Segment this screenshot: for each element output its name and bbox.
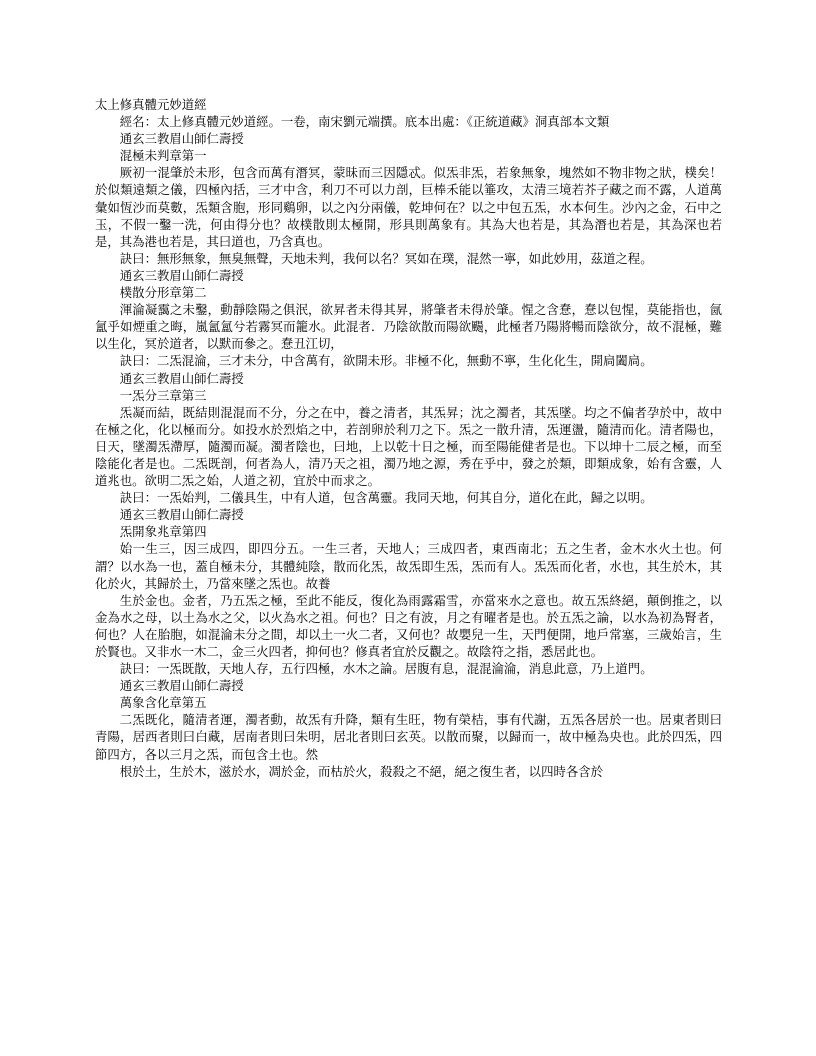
attribution-line-4: 通玄三教眉山師仁壽授 <box>119 507 244 523</box>
chapter-heading-5: 萬象含化章第五 <box>119 695 207 711</box>
attribution-line-2: 通玄三教眉山師仁壽授 <box>119 267 244 283</box>
chapter-verse-1: 訣曰：無形無象，無臭無聲，天地未判，我何以名？冥如在璞，混然一寧，如此妙用，茲道之程。 <box>119 250 653 266</box>
attribution-line-5: 通玄三教眉山師仁壽授 <box>119 678 244 694</box>
chapter-body-2: 渾淪凝靄之未鑿，動靜陰陽之俱泯，欲昇者未得其昇，將肇者未得於肇。惺之含惷，惷以包惺，莫能指也，氤氳乎如煙重之晦，嵐氳氳兮若霧冥而籠水。此混者．乃陰欲散而陽欲颺，此極者乃陽將暢而陰欲分，故不混極，難以生化，冥於道者，以默而參之。惷丑江切， <box>95 302 722 352</box>
document-title: 太上修真體元妙道經 <box>95 97 207 112</box>
chapter-verse-4: 訣曰：一炁既散，天地人存，五行四極，水木之論。居腹有息，混混淪淪，消息此意，乃上道門。 <box>119 661 653 677</box>
chapter-body-1: 厥初一混肇於未形，包含而萬有潛冥，蒙昧而三因隱忒。似炁非炁，若象無象，塊然如不物非物之狀，樸矣！於似類遠類之儀，四極內括，三才中含，利刀不可以力剖，巨棒禾能以箠攻，太清三境若芥子藏之而不露，人道萬彙如恆沙而莫數，炁類含胞，形同鷄卵，以之內分兩儀，乾坤何在？以之中包五炁，水本何生。沙內之金，石中之玉，不假一鑿一洗，何由得分也？故樸散則太極開，形具則萬象有。其為大也若是，其為潛也若是，其為深也若是，其為港也若是，其曰道也，乃含真也。 <box>95 165 722 249</box>
attribution-line-1: 通玄三教眉山師仁壽授 <box>119 131 244 147</box>
chapter-verse-2: 訣曰：二炁混淪，三才未分，中含萬有，欲開未形。非極不化，無動不寧，生化化生，開扃闔扃。 <box>119 353 653 369</box>
colophon-line: 經名：太上修真體元妙道經。一卷，南宋劉元端撰。底本出處：《正統道藏》洞真部本文類 <box>119 114 610 130</box>
chapter-body-4a: 始一生三，因三成四，即四分五。一生三者，天地人；三成四者，東西南北；五之生者，金木水火土也。何謂？以水為一也，蓋自極未分，其體純陰，散而化炁，故炁即生炁，炁而有人。炁炁而化者，水也，其生於木，其化於火，其歸於土，乃當來墜之炁也。故養 <box>95 541 722 591</box>
chapter-body-4b: 生於金也。金者，乃五炁之極，至此不能反，復化為雨露霜雪，亦當來水之意也。故五炁終絕，顛倒推之，以金為水之母，以土為水之父，以火為水之祖。何也？日之有波，月之有曜者是也。於五炁之論，以水為初為腎者，何也？人在胎胞，如混淪未分之間，却以土一火二者，又何也？故嬰兒一生，天門便開，地戶常塞，三歲始言，生於賢也。又非水一木二，金三火四者，抑何也？修真者宜於反觀之。故陰符之指，悉居此也。 <box>95 592 722 659</box>
attribution-line-3: 通玄三教眉山師仁壽授 <box>119 370 244 386</box>
chapter-heading-2: 樸散分形章第二 <box>119 285 207 301</box>
chapter-body-5a: 二炁既化，隨清者運，濁者動，故炁有升降，類有生旺，物有榮桔，事有代謝，五炁各居於一也。居東者則曰青陽，居西者則曰白藏，居南者則曰朱明，居北者則曰玄英。以散而聚，以歸而一，故中極為央也。此於四炁，四節四方，各以三月之炁，而包含土也。然 <box>95 712 722 762</box>
chapter-verse-3: 訣曰：一炁始判，二儀具生，中有人道，包含萬靈。我同天地，何其自分，道化在此，歸之以明。 <box>119 490 653 506</box>
chapter-body-5b: 根於土，生於木，滋於水，凋於金，而枯於火，殺殺之不絕，絕之復生者，以四時各含於 <box>119 763 604 779</box>
chapter-heading-4: 炁開象兆章第四 <box>119 524 207 540</box>
document-body <box>95 96 722 780</box>
chapter-body-3: 炁凝而結，既結則混混而不分，分之在中，養之清者，其炁昇；沈之濁者，其炁墜。均之不偏者孕於中，故中在極之化，化以極而分。如投水於烈焰之中，若剖卵於利刀之下。炁之一散升清，炁運盪，隨清而化。清者陽也，日天，墜濁炁滯厚，隨濁而凝。濁者陰也，曰地，上以乾十日之極，而至陽能健者是也。下以坤十二辰之極，而至陰能化者是也。二炁既剖，何者為人，清乃天之祖，濁乃地之源，秀在乎中，發之於類，即類成象，始有含靈，人道兆也。欲明二炁之始，人道之初，宜於中而求之。 <box>95 404 722 489</box>
chapter-heading-3: 一炁分三章第三 <box>119 387 207 403</box>
chapter-heading-1: 混極未判章第一 <box>119 148 207 164</box>
